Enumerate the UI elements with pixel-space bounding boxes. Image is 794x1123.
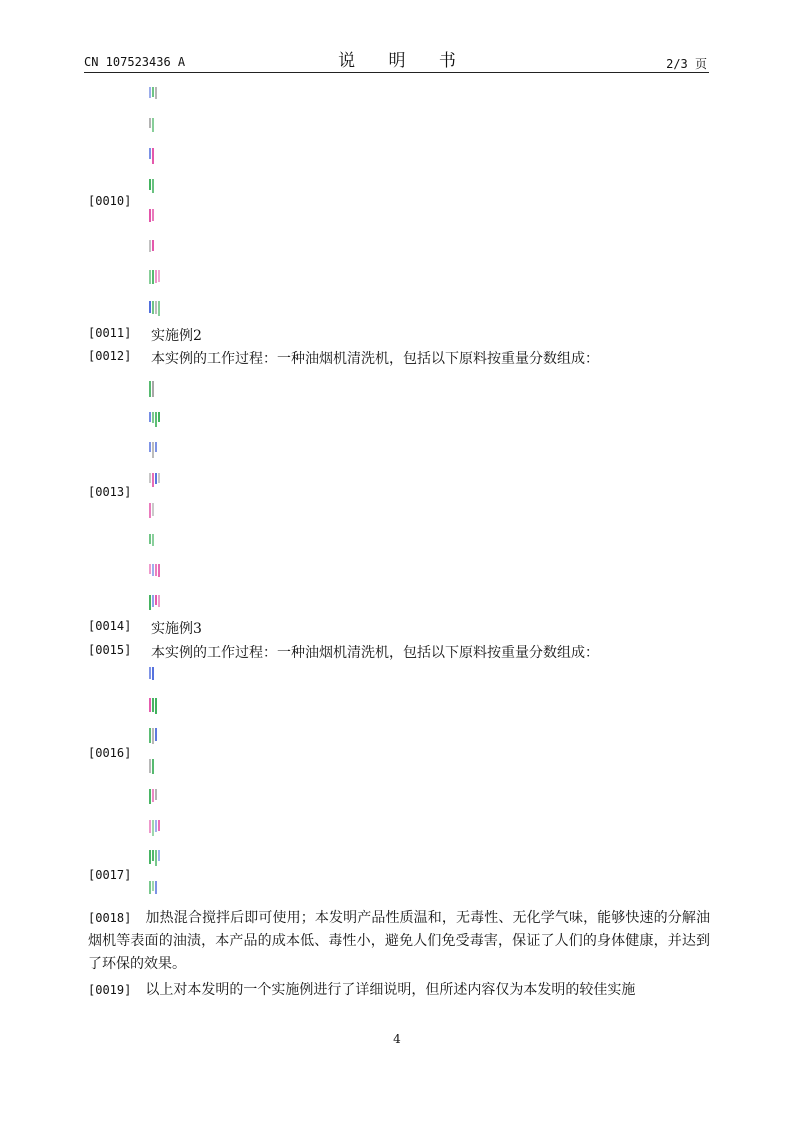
formula-image (149, 147, 161, 165)
formula-image (149, 502, 161, 520)
formula-glyph-stroke (152, 87, 154, 97)
paragraph-number-0019: [0019] (88, 983, 132, 997)
formula-glyph-stroke (149, 209, 151, 222)
formula-glyph-stroke (152, 534, 154, 546)
formula-glyph-stroke (152, 240, 154, 251)
header-rule (84, 72, 709, 73)
formula-glyph-stroke (152, 759, 154, 774)
formula-glyph-stroke (149, 118, 151, 128)
formula-glyph-stroke (155, 412, 157, 427)
paragraph-text-0018: 加热混合搅拌后即可使用；本发明产品性质温和，无毒性、无化学气味，能够快速的分解油烟机等表面的油渍，本产品的成本低、毒性小，避免人们免受毒害，保证了人们的身体健康，并达到了环保的效果。 (88, 910, 710, 972)
formula-glyph-stroke (149, 240, 151, 252)
page-counter: 2/3 页 (666, 57, 707, 71)
formula-glyph-stroke (149, 850, 151, 864)
paragraph-number-0017: [0017] (88, 868, 132, 882)
paragraph-number-0011: [0011] (88, 326, 132, 340)
formula-glyph-stroke (155, 698, 157, 714)
formula-image (149, 849, 161, 867)
formula-glyph-stroke (149, 564, 151, 574)
formula-glyph-stroke (155, 850, 157, 866)
formula-image (149, 300, 161, 318)
formula-image (149, 758, 161, 776)
formula-glyph-stroke (149, 87, 151, 98)
formula-glyph-stroke (149, 442, 151, 452)
formula-glyph-stroke (152, 728, 154, 744)
formula-glyph-stroke (152, 381, 154, 397)
formula-image (149, 563, 161, 581)
formula-glyph-stroke (152, 503, 154, 516)
formula-glyph-stroke (149, 179, 151, 190)
paragraph-number-0018: [0018] (88, 911, 132, 925)
formula-glyph-stroke (149, 503, 151, 518)
formula-image (149, 117, 161, 135)
formula-glyph-stroke (152, 270, 154, 284)
formula-glyph-stroke (149, 698, 151, 712)
formula-glyph-stroke (149, 881, 151, 894)
formula-glyph-stroke (152, 179, 154, 193)
formula-image (149, 880, 161, 898)
formula-image (149, 86, 161, 104)
formula-glyph-stroke (152, 301, 154, 314)
formula-glyph-stroke (152, 667, 154, 680)
formula-glyph-stroke (152, 595, 154, 607)
formula-glyph-stroke (149, 148, 151, 159)
formula-glyph-stroke (158, 270, 160, 282)
paragraph-number-0016: [0016] (88, 746, 132, 760)
paragraph-text-0019: 以上对本发明的一个实施例进行了详细说明，但所述内容仅为本发明的较佳实施 (145, 982, 636, 998)
formula-image (149, 727, 161, 745)
formula-glyph-stroke (149, 534, 151, 544)
formula-glyph-stroke (149, 473, 151, 483)
formula-glyph-stroke (155, 442, 157, 452)
page-number: 4 (393, 1032, 401, 1046)
formula-glyph-stroke (149, 820, 151, 833)
formula-glyph-stroke (158, 850, 160, 861)
formula-image (149, 269, 161, 287)
formula-glyph-stroke (155, 728, 157, 741)
formula-glyph-stroke (158, 595, 160, 607)
formula-glyph-stroke (152, 148, 154, 164)
formula-glyph-stroke (152, 209, 154, 221)
formula-image (149, 178, 161, 196)
formula-glyph-stroke (155, 87, 157, 99)
formula-glyph-stroke (155, 789, 157, 800)
formula-glyph-stroke (155, 881, 157, 894)
paragraph-text-0015: 本实例的工作过程：一种油烟机清洗机，包括以下原料按重量分数组成： (151, 645, 599, 661)
formula-image (149, 239, 161, 257)
formula-glyph-stroke (149, 381, 151, 397)
formula-glyph-stroke (152, 850, 154, 861)
formula-glyph-stroke (152, 881, 154, 891)
formula-glyph-stroke (152, 118, 154, 132)
formula-glyph-stroke (152, 789, 154, 802)
paragraph-0018 (88, 907, 710, 976)
formula-glyph-stroke (149, 759, 151, 773)
formula-glyph-stroke (155, 270, 157, 283)
formula-glyph-stroke (152, 698, 154, 712)
formula-glyph-stroke (155, 595, 157, 605)
formula-image (149, 666, 161, 684)
formula-glyph-stroke (149, 412, 151, 422)
formula-image (149, 697, 161, 715)
formula-image (149, 441, 161, 459)
formula-glyph-stroke (152, 473, 154, 487)
paragraph-number-0013: [0013] (88, 485, 132, 499)
paragraph-number-0015: [0015] (88, 643, 132, 657)
formula-glyph-stroke (152, 412, 154, 423)
formula-glyph-stroke (149, 789, 151, 804)
paragraph-text-0014: 实施例3 (151, 621, 202, 637)
paragraph-text-0012: 本实例的工作过程：一种油烟机清洗机，包括以下原料按重量分数组成： (151, 351, 599, 367)
formula-glyph-stroke (158, 820, 160, 831)
formula-glyph-stroke (155, 820, 157, 832)
paragraph-0019 (88, 979, 710, 1002)
formula-glyph-stroke (149, 728, 151, 743)
formula-glyph-stroke (152, 442, 154, 458)
paragraph-number-0014: [0014] (88, 619, 132, 633)
paragraph-number-0012: [0012] (88, 349, 132, 363)
paragraph-number-0010: [0010] (88, 194, 132, 208)
formula-image (149, 411, 161, 429)
formula-glyph-stroke (149, 667, 151, 679)
formula-image (149, 208, 161, 226)
formula-glyph-stroke (158, 473, 160, 483)
formula-glyph-stroke (155, 301, 157, 314)
formula-glyph-stroke (149, 301, 151, 313)
formula-image (149, 472, 161, 490)
formula-glyph-stroke (152, 564, 154, 576)
formula-image (149, 788, 161, 806)
formula-glyph-stroke (158, 301, 160, 316)
formula-glyph-stroke (155, 473, 157, 484)
formula-image (149, 533, 161, 551)
formula-image (149, 819, 161, 837)
formula-image (149, 380, 161, 398)
formula-glyph-stroke (149, 270, 151, 284)
formula-glyph-stroke (158, 564, 160, 577)
formula-glyph-stroke (149, 595, 151, 610)
document-title: 说 明 书 (338, 51, 470, 71)
formula-glyph-stroke (158, 412, 160, 422)
formula-image (149, 594, 161, 612)
formula-glyph-stroke (152, 820, 154, 836)
paragraph-text-0011: 实施例2 (151, 328, 202, 344)
patent-number: CN 107523436 A (84, 55, 186, 69)
formula-glyph-stroke (155, 564, 157, 576)
